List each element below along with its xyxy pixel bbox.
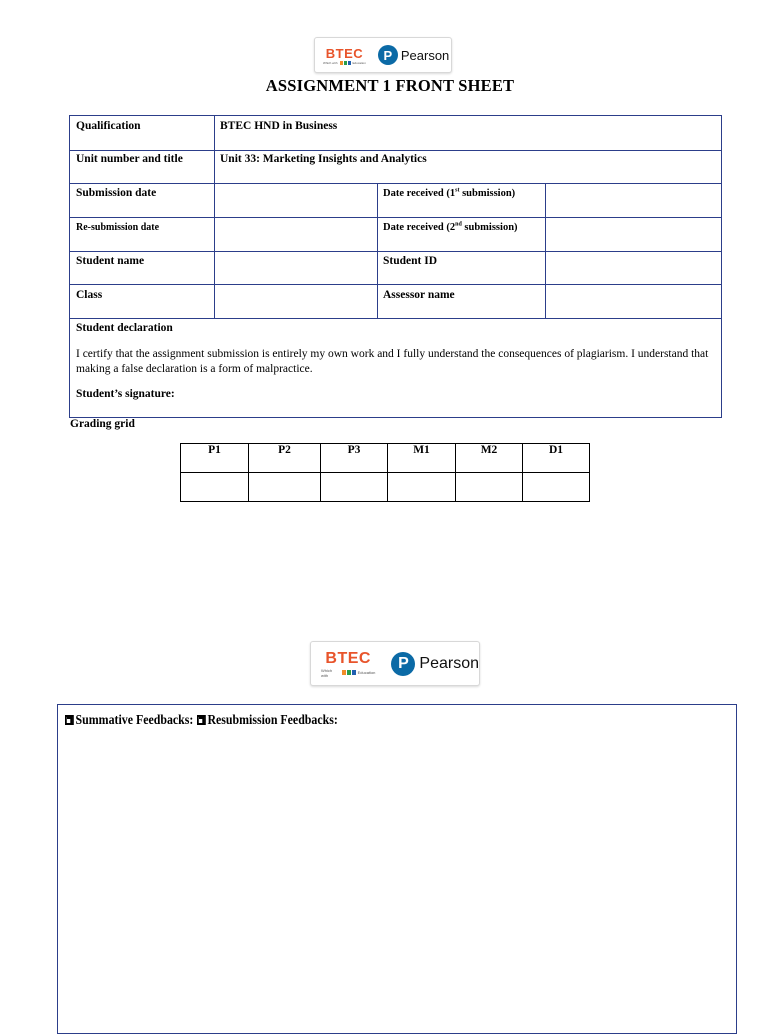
student-id-label: Student ID xyxy=(383,255,438,267)
grading-grid-label: Grading grid xyxy=(70,418,135,430)
pearson-logo: P Pearson xyxy=(391,652,479,676)
pearson-p-icon: P xyxy=(378,45,398,65)
class-field[interactable] xyxy=(215,285,377,318)
student-name-label: Student name xyxy=(76,255,145,267)
pearson-p-icon: P xyxy=(391,652,415,676)
feedback-box[interactable] xyxy=(57,704,737,1034)
grade-cell-p2[interactable] xyxy=(249,473,321,502)
assessor-name-label: Assessor name xyxy=(383,289,455,301)
declaration-title: Student declaration xyxy=(76,322,173,334)
btec-pearson-logo xyxy=(314,37,452,73)
grade-cell-p1[interactable] xyxy=(181,473,249,502)
summative-feedback-label: Summative Feedbacks: xyxy=(75,712,194,727)
resubmission-date-field[interactable] xyxy=(215,218,377,251)
page-title: ASSIGNMENT 1 FRONT SHEET xyxy=(265,76,515,95)
grade-cell-p3[interactable] xyxy=(321,473,388,502)
class-label: Class xyxy=(76,289,103,301)
resubmission-checkbox-icon[interactable] xyxy=(197,715,206,725)
grade-header-p3: P3 xyxy=(321,444,388,473)
grade-cell-m2[interactable] xyxy=(456,473,523,502)
resubmission-feedback-label: Resubmission Feedbacks: xyxy=(207,712,338,727)
date-received-1-label: Date received (1st submission) xyxy=(383,187,516,199)
fpt-icon xyxy=(342,670,356,675)
student-name-field[interactable] xyxy=(215,252,377,284)
date-received-1-field[interactable] xyxy=(546,184,721,217)
grade-header-p2: P2 xyxy=(249,444,321,473)
submission-date-field[interactable] xyxy=(215,184,377,217)
declaration-text: I certify that the assignment submission is entirely my own work and I fully understand the consequences of plagiarism. I understand that making a false declaration is a form of malpractice. xyxy=(76,348,709,375)
summative-checkbox-icon[interactable] xyxy=(65,715,74,725)
unit-label: Unit number and title xyxy=(76,153,183,165)
grade-header-p1: P1 xyxy=(181,444,249,473)
date-received-2-field[interactable] xyxy=(546,218,721,251)
grade-header-m2: M2 xyxy=(456,444,523,473)
grade-cell-d1[interactable] xyxy=(523,473,590,502)
submission-date-label: Submission date xyxy=(76,187,157,199)
fpt-icon xyxy=(340,61,351,65)
date-received-2-label: Date received (2nd submission) xyxy=(383,221,518,233)
qualification-label: Qualification xyxy=(76,120,141,132)
unit-value: Unit 33: Marketing Insights and Analytics xyxy=(220,153,427,165)
btec-pearson-logo-bottom xyxy=(310,641,480,686)
qualification-value: BTEC HND in Business xyxy=(220,120,338,132)
grading-grid xyxy=(180,443,590,502)
btec-logo: BTEC Which with Education xyxy=(323,45,366,65)
pearson-logo: P Pearson xyxy=(378,45,449,65)
btec-logo: BTEC Which with Education xyxy=(321,649,376,678)
resubmission-date-label: Re-submission date xyxy=(76,222,160,233)
student-id-field[interactable] xyxy=(546,252,721,284)
signature-label: Student’s signature: xyxy=(76,388,175,400)
assessor-name-field[interactable] xyxy=(546,285,721,318)
grade-header-m1: M1 xyxy=(388,444,456,473)
grade-cell-m1[interactable] xyxy=(388,473,456,502)
grade-header-d1: D1 xyxy=(523,444,590,473)
